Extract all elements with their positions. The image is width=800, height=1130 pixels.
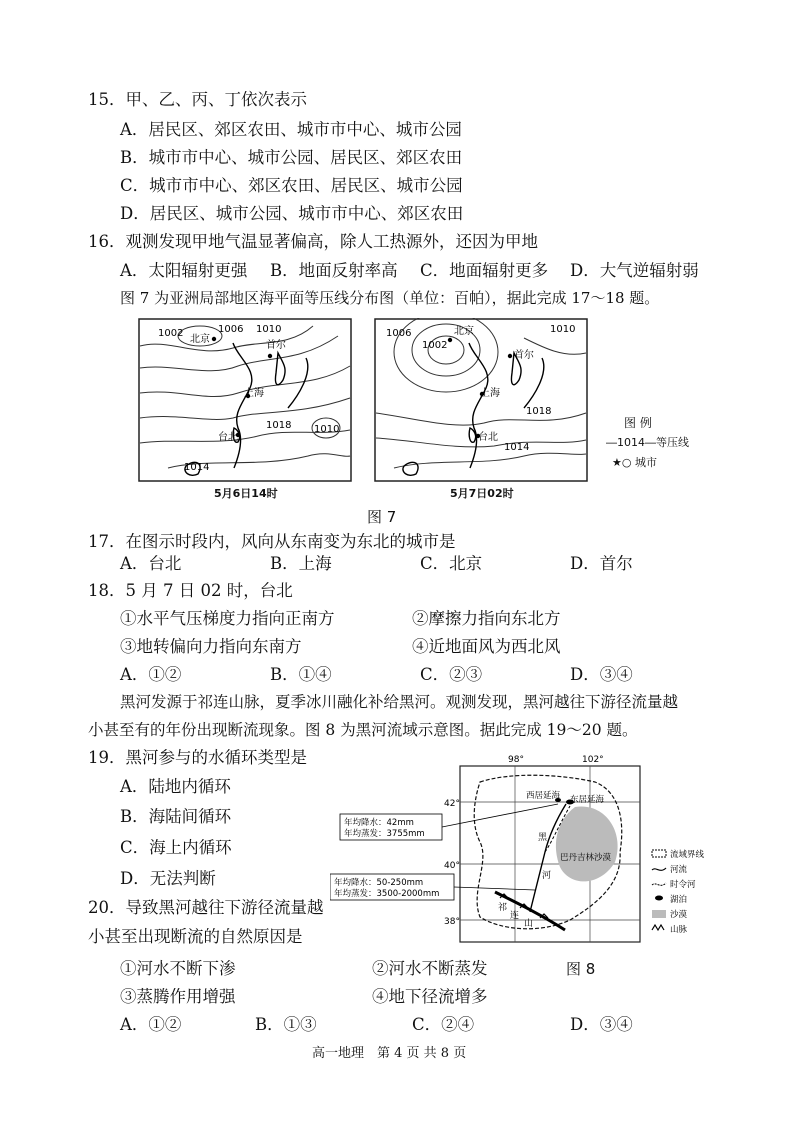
q18-option-a: A．①② xyxy=(120,665,182,684)
desert-legend-icon xyxy=(652,910,666,918)
legend-seasonal-river: 时令河 xyxy=(670,880,696,890)
q15-option-c: C．城市市中心、郊区农田、居民区、城市公园 xyxy=(120,176,463,195)
q20-stem-line2: 小甚至出现断流的自然原因是 xyxy=(88,927,303,946)
label-he: 河 xyxy=(542,871,552,881)
map2-label-1010: 1010 xyxy=(550,324,576,335)
q18-item-4: ④近地面风为西北风 xyxy=(412,637,561,656)
page-footer: 高一地理 第 4 页 共 8 页 xyxy=(312,1046,467,1061)
map1-label-seoul: 首尔 xyxy=(266,340,286,351)
q17-option-b: B．上海 xyxy=(270,554,332,573)
map1-label-taipei: 台北 xyxy=(218,432,238,443)
q18-item-3: ③地转偏向力指向东南方 xyxy=(120,637,302,656)
fig8-title: 图 8 xyxy=(566,960,596,978)
fig7-legend-isobar: 等压线 xyxy=(656,436,689,449)
map1-label-1018: 1018 xyxy=(266,420,292,431)
label-badain-jaran: 巴丹吉林沙漠 xyxy=(560,853,612,863)
lon-102: 102° xyxy=(582,755,604,765)
q19-option-d: D．无法判断 xyxy=(120,869,216,888)
box2-precip: 年均降水：50-250mm xyxy=(334,878,424,888)
q20-item-1: ①河水不断下渗 xyxy=(120,959,236,978)
box2-evap: 年均蒸发：3500-2000mm xyxy=(334,889,440,899)
city-marker-icon: ★○ xyxy=(612,456,635,469)
q20-item-2: ②河水不断蒸发 xyxy=(372,959,488,978)
map2-label-beijing: 北京 xyxy=(454,326,474,337)
map2-label-1006: 1006 xyxy=(386,328,412,339)
label-west-juyan: 西居延海 xyxy=(526,791,561,801)
lon-98: 98° xyxy=(508,755,524,765)
q18-option-d: D．③④ xyxy=(570,665,633,684)
isobar-map-may7 xyxy=(374,318,588,482)
map1-label-1014: 1014 xyxy=(184,462,210,473)
label-east-juyan: 东居延海 xyxy=(570,795,605,805)
q18-item-1: ①水平气压梯度力指向正南方 xyxy=(120,609,335,628)
fig7-legend-city-row xyxy=(612,452,657,474)
map1-label-1002: 1002 xyxy=(158,328,184,339)
boundary-legend-icon xyxy=(652,850,666,857)
map1-label-1006: 1006 xyxy=(218,324,244,335)
box1-precip: 年均降水：42mm xyxy=(344,818,414,828)
q15-option-b: B．城市市中心、城市公园、居民区、郊区农田 xyxy=(120,148,463,167)
q20-item-4: ④地下径流增多 xyxy=(372,987,488,1006)
legend-boundary: 流域界线 xyxy=(670,850,705,860)
mountain-legend-icon xyxy=(652,925,664,930)
fig7-legend-isobar-value: 1014 xyxy=(617,436,645,449)
q20-option-a: A．①② xyxy=(120,1015,182,1034)
legend-desert: 沙漠 xyxy=(670,910,688,920)
q16-option-d: D．大气逆辐射弱 xyxy=(570,261,699,280)
legend-lake: 湖泊 xyxy=(670,895,688,905)
q16-option-a: A．太阳辐射更强 xyxy=(120,261,248,280)
lake-legend-icon xyxy=(655,896,663,901)
q18-option-c: C．②③ xyxy=(420,665,483,684)
q20-stem-line1: 20．导致黑河越往下游径流量越 xyxy=(88,898,324,917)
lat-38: 38° xyxy=(444,917,460,927)
fig7-legend-isobar-row: ―1014―等压线 xyxy=(606,436,689,449)
q17-option-d: D．首尔 xyxy=(570,554,633,573)
label-qi: 祁 xyxy=(498,903,508,913)
map2-label-1002: 1002 xyxy=(422,340,448,351)
map2-label-1018: 1018 xyxy=(526,406,552,417)
map2-label-shanghai: 上海 xyxy=(480,388,500,399)
q15-stem: 15．甲、乙、丙、丁依次表示 xyxy=(88,90,307,109)
map1-label-shanghai: 上海 xyxy=(244,388,264,399)
q17-option-c: C．北京 xyxy=(420,554,483,573)
map2-label-seoul: 首尔 xyxy=(514,350,534,361)
heihe-basin-map xyxy=(330,752,730,948)
q16-stem: 16．观测发现甲地气温显著偏高，除人工热源外，还因为甲地 xyxy=(88,232,538,251)
label-shan: 山 xyxy=(524,919,534,929)
q15-option-d: D．居民区、城市公园、城市市中心、郊区农田 xyxy=(120,204,464,223)
label-lian: 连 xyxy=(510,911,520,921)
box1-evap: 年均蒸发：3755mm xyxy=(344,829,425,839)
map1-label-1010a: 1010 xyxy=(256,324,282,335)
map1-label-1010b: 1010 xyxy=(314,424,340,435)
q18-option-b: B．①④ xyxy=(270,665,332,684)
q15-option-a: A．居民区、郊区农田、城市市中心、城市公园 xyxy=(120,120,462,139)
map2-label-1014: 1014 xyxy=(504,442,530,453)
label-hei: 黑 xyxy=(538,833,548,843)
q20-option-d: D．③④ xyxy=(570,1015,633,1034)
fig7-legend-city: 城市 xyxy=(634,456,657,469)
q17-stem: 17．在图示时段内，风向从东南变为东北的城市是 xyxy=(88,532,456,551)
intro-17: 图 7 为亚洲局部地区海平面等压线分布图（单位：百帕），据此完成 17～18 题。 xyxy=(120,289,660,307)
intro-19-line2: 小甚至有的年份出现断流现象。图 8 为黑河流域示意图。据此完成 19～20 题。 xyxy=(88,721,638,739)
q19-stem: 19．黑河参与的水循环类型是 xyxy=(88,748,307,767)
river-legend-icon xyxy=(652,868,666,870)
lat-40: 40° xyxy=(444,861,460,871)
legend-mountain: 山脉 xyxy=(670,925,688,935)
fig7-legend-title: 图 例 xyxy=(624,416,652,430)
map2-caption: 5月7日02时 xyxy=(450,487,514,500)
q16-option-b: B．地面反射率高 xyxy=(270,261,398,280)
seasonal-river-legend-icon xyxy=(652,883,666,885)
fig7-title: 图 7 xyxy=(367,508,397,526)
q19-option-c: C．海上内循环 xyxy=(120,838,232,857)
map1-caption: 5月6日14时 xyxy=(214,487,278,500)
map2-label-taipei: 台北 xyxy=(478,432,498,443)
intro-19-line1: 黑河发源于祁连山脉，夏季冰川融化补给黑河。观测发现，黑河越往下游径流量越 xyxy=(120,693,679,711)
q18-item-2: ②摩擦力指向东北方 xyxy=(412,609,561,628)
q20-item-3: ③蒸腾作用增强 xyxy=(120,987,236,1006)
q20-option-b: B．①③ xyxy=(255,1015,317,1034)
q16-option-c: C．地面辐射更多 xyxy=(420,261,549,280)
q18-stem: 18．5 月 7 日 02 时，台北 xyxy=(88,581,293,600)
map1-label-beijing: 北京 xyxy=(190,334,210,345)
isobar-map-may6 xyxy=(138,318,352,482)
q20-option-c: C．②④ xyxy=(412,1015,475,1034)
q17-option-a: A．台北 xyxy=(120,554,182,573)
q19-option-b: B．海陆间循环 xyxy=(120,807,232,826)
q19-option-a: A．陆地内循环 xyxy=(120,777,231,796)
lat-42: 42° xyxy=(444,799,460,809)
legend-river: 河流 xyxy=(670,865,688,875)
